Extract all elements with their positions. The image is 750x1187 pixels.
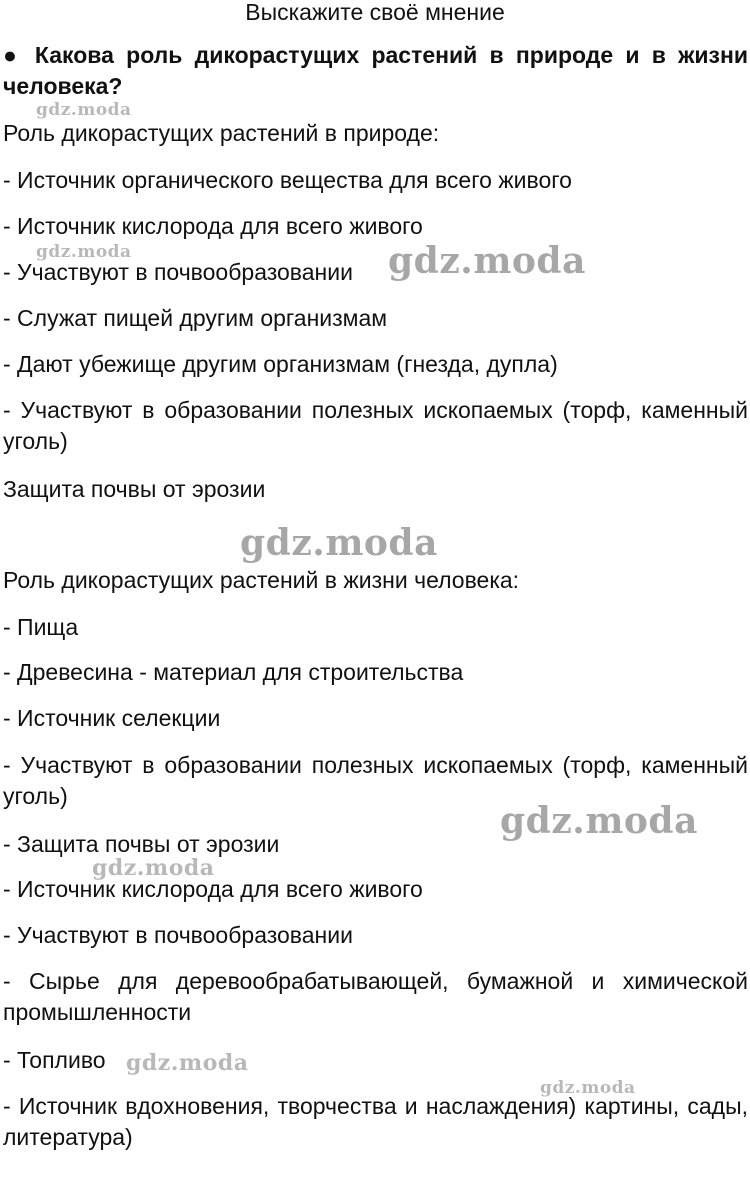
human-item: - Участвуют в почвообразовании	[3, 922, 353, 948]
human-item: - Сырье для деревообрабатывающей, бумажной и химической промышленности	[3, 968, 748, 1025]
nature-item: - Участвуют в образовании полезных ископаемых (торф, каменный уголь)	[3, 397, 748, 454]
human-heading: Роль дикорастущих растений в жизни человека:	[3, 567, 520, 593]
nature-item: - Служат пищей другим организмам	[3, 305, 388, 331]
nature-item: Защита почвы от эрозии	[3, 476, 266, 502]
watermark: gdz.moda	[540, 1078, 636, 1098]
nature-item: - Источник органического вещества для всего живого	[3, 167, 572, 193]
watermark: gdz.moda	[92, 855, 215, 881]
nature-item: - Дают убежище другим организмам (гнезда, дупла)	[3, 351, 558, 377]
watermark: gdz.moda	[126, 1050, 249, 1076]
question-text: ● Какова роль дикорастущих растений в природе и в жизни человека?	[3, 42, 748, 99]
page-title: Выскажите своё мнение	[245, 0, 505, 25]
human-item: - Источник кислорода для всего живого	[3, 876, 423, 902]
nature-item: - Участвуют в почвообразовании	[3, 259, 353, 285]
human-item: - Топливо	[3, 1047, 106, 1073]
watermark: gdz.moda	[240, 522, 438, 564]
watermark: gdz.moda	[500, 800, 698, 842]
watermark: gdz.moda	[36, 242, 132, 262]
human-item: - Источник селекции	[3, 705, 221, 731]
nature-heading: Роль дикорастущих растений в природе:	[3, 120, 440, 146]
human-item: - Древесина - материал для строительства	[3, 659, 464, 685]
human-item: - Источник вдохновения, творчества и наслаждения) картины, сады, литература)	[3, 1093, 748, 1150]
watermark: gdz.moda	[36, 100, 132, 120]
nature-item: - Источник кислорода для всего живого	[3, 213, 423, 239]
human-item: - Защита почвы от эрозии	[3, 831, 280, 857]
human-item: - Участвуют в образовании полезных ископаемых (торф, каменный уголь)	[3, 752, 748, 809]
watermark: gdz.moda	[388, 240, 586, 282]
human-item: - Пища	[3, 614, 79, 640]
